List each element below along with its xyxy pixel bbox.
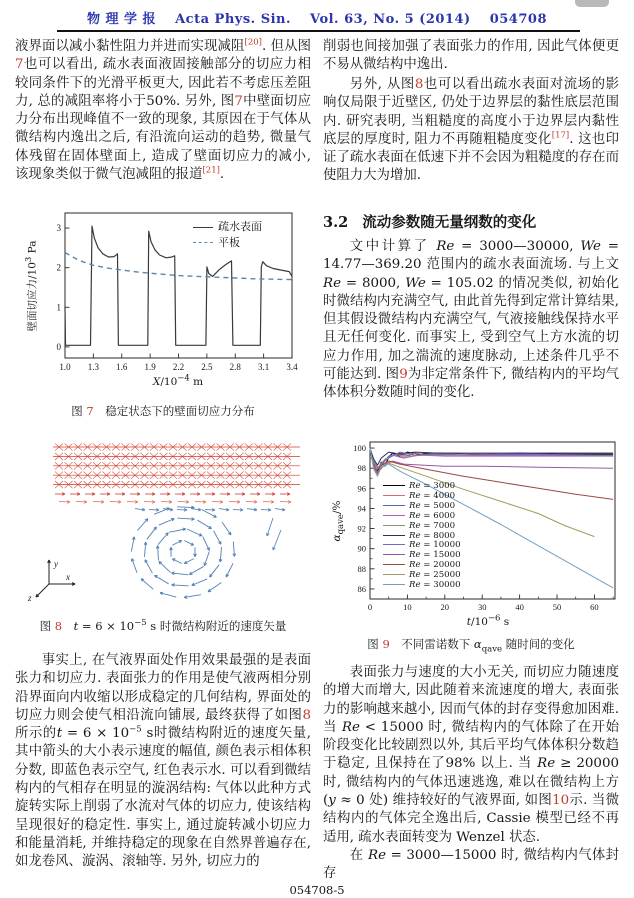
svg-text:88: 88 (357, 563, 366, 574)
figure-8-caption (15, 618, 311, 634)
text-segment: 另外, 从图 (349, 77, 415, 92)
text-segment: Re (409, 580, 421, 591)
text-segment: Re (436, 239, 455, 254)
text-segment: −5 (134, 618, 147, 629)
fig9-legend (383, 482, 461, 591)
fig9-x-axis-label (323, 613, 619, 628)
text-segment: . 但从图 (261, 39, 312, 54)
figure-7-chart (15, 206, 311, 398)
svg-text:y: y (54, 559, 58, 569)
text-segment: = 8000 (420, 530, 456, 541)
text-segment: [20] (244, 37, 262, 48)
svg-text:2.8: 2.8 (229, 362, 241, 372)
legend-line-swatch (383, 485, 405, 486)
legend-line-swatch (383, 525, 405, 526)
text-segment: 图 (39, 619, 55, 633)
section-number: 3.2 (323, 214, 349, 231)
svg-text:3.4: 3.4 (286, 362, 298, 372)
figure-9-caption (323, 636, 619, 655)
text-segment: 8 (302, 707, 311, 723)
text-segment: −4 (177, 373, 190, 384)
text-segment: 也可以看出, 疏水表面液固接触部分的切应力相较同条件下的光滑平板更大, 因此若不考虑压差阻力, 总的减阻率将小于50%. 另外, 图 (15, 57, 311, 109)
journal-title-cn: 物 理 学 报 (86, 12, 157, 27)
text-segment: qave (481, 644, 503, 655)
text-segment: s (500, 616, 510, 628)
legend-label (218, 236, 240, 249)
legend-label (409, 491, 455, 501)
text-segment: 为非定常条件下, 微结构内的平均气体体积分数随时间的变化. (323, 367, 619, 401)
text-segment: m (189, 376, 204, 388)
svg-text:90: 90 (357, 543, 366, 554)
text-segment: Re (409, 570, 421, 581)
svg-text:10: 10 (403, 602, 412, 612)
text-segment: α (331, 534, 343, 542)
legend-label (409, 501, 455, 511)
figure-8 (15, 438, 311, 638)
svg-text:92: 92 (357, 523, 366, 534)
text-segment: = 7000 (420, 520, 456, 531)
text-segment: qave (336, 514, 347, 535)
text-segment: = 30000 (420, 580, 461, 591)
svg-text:z: z (28, 593, 32, 603)
text-segment: 9 (399, 367, 408, 383)
text-segment: s时微结构附近的速度矢量, 其中箭头的大小表示速度的幅值, 颜色表示相体积分数, 即蓝色表示空气, 红色表示水. 可以看到微结构内的气相存在明显的漩涡结构: 气体以此种方式旋转实际上削弱了水流对气体的切应力, 使该结构呈现很好的稳定性. 事实上, 通过旋转减小切应力和能量消耗, 并维持稳定的现象在自然界普遍存在, 如龙卷风、漩涡、滚轴等. 另外, 切应力的 (15, 726, 311, 870)
text-segment: 图 (71, 404, 87, 418)
legend-line-swatch (383, 535, 405, 536)
legend-line-swatch (383, 505, 405, 506)
text-segment: Re (537, 756, 556, 772)
svg-text:2.2: 2.2 (172, 362, 185, 372)
paragraph (323, 76, 619, 186)
paragraph (323, 847, 619, 884)
legend-label (409, 560, 461, 570)
legend-line-swatch (383, 544, 405, 545)
text-segment: . (219, 167, 225, 183)
text-segment: Re (368, 847, 387, 863)
paragraph (15, 38, 311, 184)
svg-text:96: 96 (357, 483, 366, 494)
svg-text:100: 100 (353, 443, 366, 454)
fig9-y-axis-label (331, 500, 347, 542)
text-segment: = 6 × 10 (62, 726, 130, 742)
svg-text:98: 98 (357, 463, 366, 474)
figure-9 (323, 436, 619, 654)
text-segment: Re (409, 500, 421, 511)
text-segment: Re (409, 481, 421, 491)
text-segment: = 3000—30000, (454, 239, 581, 254)
fig7-x-axis-label (15, 373, 311, 388)
text-segment: /% (331, 500, 343, 515)
legend-line-swatch (383, 495, 405, 496)
legend-item (383, 581, 461, 591)
section-heading (323, 211, 619, 232)
journal-volume: Vol. 63, No. 5 (2014) (310, 12, 471, 27)
legend-line-swatch (383, 515, 405, 516)
svg-text:30: 30 (477, 602, 487, 612)
legend-item (193, 235, 262, 251)
figure-7-caption (15, 403, 311, 419)
text-segment: 3 (24, 256, 34, 263)
text-segment: = 3000 (420, 481, 456, 491)
svg-text:1: 1 (56, 302, 61, 313)
text-segment: Re (323, 275, 342, 291)
legend-label (409, 511, 455, 521)
text-segment: 疏水表面 (218, 220, 262, 233)
text-segment: Re (409, 520, 421, 531)
text-segment: ≈ 0 处) 维持较好的气液界面, 如图 (335, 793, 553, 809)
text-segment: 8 (54, 619, 63, 633)
text-segment (62, 619, 74, 633)
text-segment: y (328, 793, 336, 809)
text-segment: α (473, 637, 482, 651)
legend-label (409, 521, 455, 531)
text-segment: 表面张力与速度的大小无关, 而切应力随速度的增大而增大, 因此随着来流速度的增大, 表面张力的影响越来越小, 因而气体的封存变得愈加困难. 当 (323, 665, 619, 735)
fig7-legend (193, 219, 262, 250)
fig7-y-axis-label (25, 240, 40, 331)
text-segment: = 105.02 的情况类似, 初始化时微结构内充满空气, 由此首先得到定常计算结果, 但其假设微结构内充满空气, 气液接触线保持水平且无任何变化. 而事实上, 受到空气上方水流的切应力作用, 加之湍流的速度脉动, 上述条件几乎不可能达到. 图 (323, 275, 620, 383)
svg-text:3.1: 3.1 (258, 362, 270, 372)
text-segment: Re (409, 560, 421, 571)
text-segment: 所示的 (15, 726, 57, 742)
svg-text:86: 86 (357, 583, 366, 594)
text-segment: Re (409, 550, 421, 561)
svg-text:50: 50 (552, 602, 562, 612)
text-segment: 9 (382, 637, 390, 651)
svg-text:x: x (66, 572, 70, 582)
text-segment: −5 (129, 724, 142, 735)
legend-line-swatch (193, 242, 213, 243)
text-segment: 中壁面切应力分布出现峰值不一致的现象, 其原因在于气体从微结构内逸出之后, 有沿流向运动的趋势, 微量气体残留在固体壁面上, 造成了壁面切应力的减小, 该现象类似于微气泡减阻的报道 (15, 93, 311, 183)
svg-text:1.9: 1.9 (144, 362, 156, 372)
text-segment: Re (409, 510, 421, 521)
page-number: 054708-5 (289, 883, 345, 897)
svg-text:3: 3 (56, 223, 61, 234)
text-segment: 10 (552, 793, 570, 809)
text-segment: We (405, 275, 426, 291)
paragraph (323, 664, 619, 847)
text-segment: [21] (202, 165, 220, 176)
text-segment: 随时间的变化 (502, 637, 575, 651)
text-segment: = 3000—15000 时, 微结构内气体封存 (323, 847, 619, 882)
legend-label (409, 570, 461, 580)
text-segment: 壁面切应力/10 (26, 262, 39, 332)
right-column (323, 0, 619, 898)
svg-text:0: 0 (56, 341, 61, 352)
legend-label (409, 481, 455, 491)
journal-article-no: 054708 (489, 12, 547, 27)
text-segment: Re (341, 719, 360, 735)
text-segment: /10 (160, 376, 178, 388)
text-segment: = 15000 (420, 550, 461, 561)
text-segment: 在 (349, 847, 369, 863)
svg-text:1.0: 1.0 (59, 362, 71, 372)
text-segment: t (56, 726, 63, 742)
text-segment: t (73, 619, 79, 633)
svg-text:40: 40 (515, 602, 524, 612)
text-segment: = 10000 (420, 540, 461, 551)
legend-item (193, 219, 262, 235)
text-segment: 液界面以减小黏性阻力并进而实现减阻 (15, 39, 245, 54)
text-segment: 文中计算了 (349, 239, 437, 254)
text-segment: = 20000 (420, 560, 461, 571)
text-segment: = 25000 (420, 570, 461, 581)
paragraph (323, 238, 619, 403)
text-segment: = 6 × 10 (78, 619, 135, 633)
svg-text:2.5: 2.5 (201, 362, 213, 372)
text-segment: < 15000 时, 微结构内的气体除了在开始阶段变化比较剧烈以外, 其后平均气体体积分数趋于稳定, 且保持在了98% 以上. 当 (323, 719, 619, 772)
text-segment: 7 (15, 57, 24, 73)
svg-text:94: 94 (357, 503, 366, 514)
text-segment: Re (409, 530, 421, 541)
svg-text:1.3: 1.3 (87, 362, 99, 372)
svg-text:1.6: 1.6 (116, 362, 128, 372)
paragraph (15, 652, 311, 872)
text-segment: 削弱也间接加强了表面张力的作用, 因此气体便更不易从微结构中逸出. (323, 39, 619, 73)
legend-line-swatch (383, 584, 405, 585)
svg-text:2: 2 (56, 262, 61, 273)
left-column (15, 0, 311, 898)
legend-label (409, 540, 461, 550)
text-segment: Re (409, 490, 421, 501)
text-segment: 示. 当微结构内的气体完全逸出后, Cassie 模型已经不再适用, 疏水表面转变为 Wenzel 状态. (323, 793, 619, 845)
figure-7 (15, 206, 311, 422)
text-segment: . 这也印证了疏水表面在低速下并不会因为粗糙度的存在而使阻力大为增加. (323, 131, 619, 184)
text-segment: 事实上, 在气液界面处作用效果最强的是表面张力和切应力. 表面张力的作用是使气液两相分别沿界面向内收缩以形成稳定的几何结构, 界面处的切应力则会使气相沿流向铺展, 最终获得了如图 (15, 653, 311, 723)
text-segment: X (152, 376, 161, 388)
legend-line-swatch (383, 574, 405, 575)
text-segment: 7 (86, 404, 94, 418)
legend-line-swatch (193, 227, 213, 228)
legend-label (409, 580, 461, 590)
text-segment: = 6000 (420, 510, 456, 521)
text-segment: Re (409, 540, 421, 551)
text-segment: /10 (471, 616, 488, 628)
text-segment: = 14.77—369.20 范围内的疏水表面流场. 与上文 (323, 239, 619, 273)
legend-label (409, 531, 455, 541)
legend-label (218, 220, 262, 233)
paragraph (323, 38, 619, 75)
legend-line-swatch (383, 564, 405, 565)
svg-text:0: 0 (367, 602, 373, 612)
text-segment: = 4000 (420, 490, 456, 501)
text-segment: We (580, 239, 601, 254)
figure-8-vector-field (15, 438, 311, 614)
text-segment: Pa (26, 240, 39, 257)
text-segment: 不同雷诺数下 (389, 637, 474, 651)
text-segment: ≥ 20000 时, 微结构内的气体迅速逃逸, 难以在微结构上方 ( (323, 756, 619, 809)
text-segment: [17] (551, 130, 570, 141)
text-segment: 图 (367, 637, 383, 651)
journal-title-en: Acta Phys. Sin. (175, 12, 292, 27)
text-segment: = 8000, (341, 275, 406, 291)
text-segment: 也可以看出疏水表面对流场的影响仅局限于近壁区, 仍处于边界层的黏性底层范围内. 研究表明, 当粗糙度的高度小于边界层内黏性底层的厚度时, 阻力不再随粗糙度变化 (323, 77, 620, 147)
section-title: 流动参数随无量纲数的变化 (362, 214, 537, 231)
legend-line-swatch (383, 554, 405, 555)
svg-text:20: 20 (440, 602, 450, 612)
figure-9-chart (323, 436, 619, 634)
text-segment: 8 (414, 77, 424, 92)
text-segment: t (466, 616, 472, 628)
svg-text:60: 60 (590, 602, 599, 612)
text-segment: −6 (487, 613, 501, 624)
text-segment: s 时微结构附近的速度矢量 (146, 619, 287, 633)
text-segment: 7 (234, 93, 243, 109)
text-segment: 稳定状态下的壁面切应力分布 (93, 404, 255, 418)
text-segment: = 5000 (420, 500, 456, 511)
legend-label (409, 550, 461, 560)
text-segment: 平板 (218, 235, 240, 249)
